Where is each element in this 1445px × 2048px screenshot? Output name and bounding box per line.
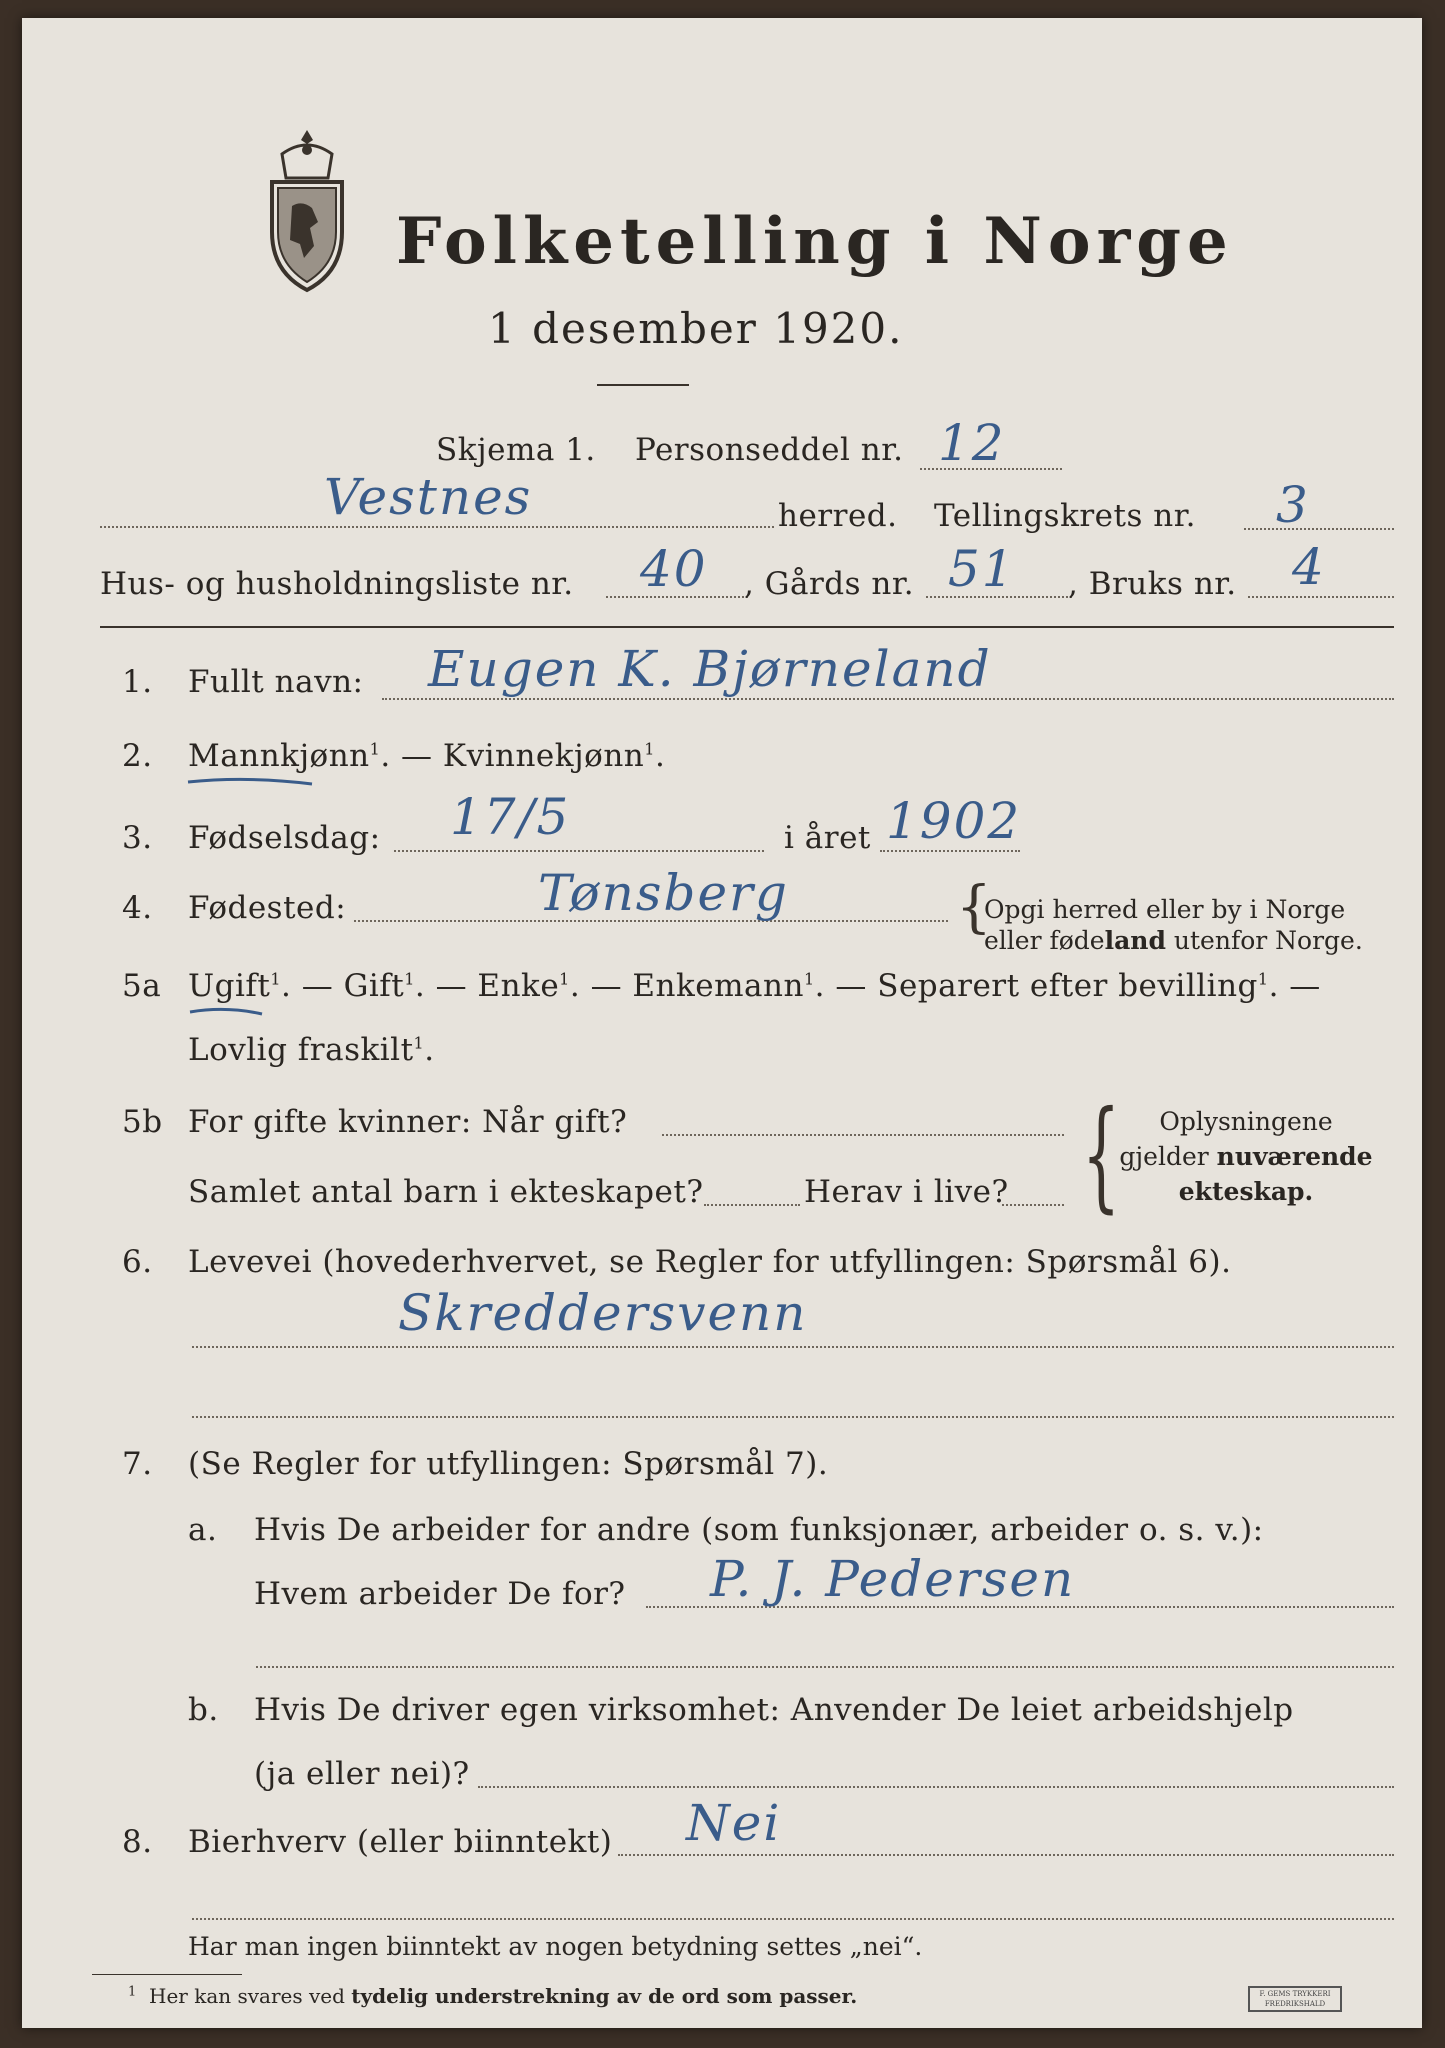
- employer-value[interactable]: P. J. Pedersen: [710, 1550, 1076, 1608]
- alive-label: Herav i live?: [804, 1174, 1009, 1210]
- footnote-marker: 1: [413, 1033, 425, 1053]
- coat-of-arms-icon: [262, 126, 352, 298]
- footnote-number: 1: [128, 1984, 137, 2000]
- q4-note: [984, 894, 1363, 956]
- occupation-line-2: [192, 1416, 1394, 1418]
- q4-note-line1: Opgi herred eller by i Norge: [984, 895, 1346, 924]
- side-income-value[interactable]: Nei: [686, 1794, 782, 1852]
- hired-help-label: (ja eller nei)?: [254, 1756, 470, 1792]
- form-title: Folketelling i Norge: [396, 204, 1234, 279]
- q8-label: Bierhverv (eller biinntekt): [188, 1824, 613, 1860]
- ugift-option[interactable]: Ugift: [188, 968, 271, 1004]
- q3-label: Fødselsdag:: [188, 820, 381, 856]
- year-line: [880, 850, 1020, 852]
- footnote-marker: 1: [404, 969, 415, 989]
- footer-note: Har man ingen biinntekt av nogen betydning settes „nei“.: [188, 1932, 923, 1961]
- gards-value[interactable]: 51: [948, 540, 1016, 598]
- footnote-marker: 1: [369, 739, 381, 759]
- female-option[interactable]: Kvinnekjønn: [442, 738, 645, 774]
- q5a-options-line2: [188, 1032, 435, 1068]
- q4-note-b: land: [1104, 926, 1166, 955]
- employer-line-2: [256, 1666, 1394, 1668]
- q4-note-a: eller føde: [984, 926, 1105, 955]
- footnote-divider: [92, 1974, 242, 1975]
- husliste-value[interactable]: 40: [640, 540, 708, 598]
- footnote: [128, 1984, 857, 2008]
- year-label: i året: [784, 820, 871, 856]
- q5b-note-line2: [1108, 1139, 1384, 1174]
- footnote-marker: 1: [559, 969, 570, 989]
- q7-label: (Se Regler for utfyllingen: Spørsmål 7).: [188, 1446, 829, 1482]
- tellingskrets-line: [1244, 528, 1394, 530]
- herred-label: herred.: [778, 498, 898, 534]
- q7a-number: a.: [188, 1512, 218, 1548]
- tellingskrets-value[interactable]: 3: [1276, 476, 1310, 534]
- children-label: Samlet antal barn i ekteskapet?: [188, 1174, 704, 1210]
- bruks-line: [1248, 596, 1394, 598]
- gards-label: , Gårds nr.: [744, 566, 915, 602]
- q6-label: Levevei (hovederhvervet, se Regler for utfyllingen: Spørsmål 6).: [188, 1244, 1232, 1280]
- q3-number: 3.: [122, 820, 153, 856]
- q7b-label: Hvis De driver egen virksomhet: Anvender De leiet arbeidshjelp: [254, 1692, 1294, 1728]
- q2-end: .: [654, 738, 666, 774]
- q2-number: 2.: [122, 738, 153, 774]
- q4-brace: {: [956, 875, 992, 940]
- footnote-marker: 1: [270, 969, 282, 989]
- footnote-marker: 1: [803, 969, 815, 989]
- birth-year-value[interactable]: 1902: [886, 792, 1022, 850]
- q8-number: 8.: [122, 1824, 153, 1860]
- fraskilt-option[interactable]: Lovlig fraskilt: [188, 1032, 414, 1068]
- enkemann-option[interactable]: . — Enkemann: [569, 968, 804, 1004]
- husliste-label: Hus- og husholdningsliste nr.: [100, 566, 574, 602]
- q7b-number: b.: [188, 1692, 219, 1728]
- alive-line: [1002, 1204, 1064, 1206]
- q5b-note-b: nuværende: [1216, 1142, 1373, 1171]
- q4-note-line2: [984, 925, 1363, 956]
- q2-separator: . —: [380, 738, 443, 774]
- occupation-line-1: [192, 1346, 1394, 1348]
- q2-options: [188, 738, 665, 774]
- census-date: 1 desember 1920.: [488, 304, 904, 353]
- personseddel-value[interactable]: 12: [938, 414, 1006, 472]
- q5b-number: 5b: [122, 1104, 163, 1140]
- ugift-underline-mark: [188, 1004, 268, 1018]
- skjema-label: Skjema 1.: [436, 432, 596, 468]
- census-form: [22, 18, 1422, 2028]
- birthdate-value[interactable]: 17/5: [450, 788, 571, 846]
- tellingskrets-label: Tellingskrets nr.: [934, 498, 1196, 534]
- q5a-number: 5a: [122, 968, 162, 1004]
- personseddel-label: Personseddel nr.: [635, 432, 904, 468]
- q7-number: 7.: [122, 1446, 153, 1482]
- q1-line: [382, 698, 1394, 700]
- q5b-note-line3: ekteskap.: [1178, 1177, 1314, 1206]
- side-income-line: [618, 1854, 1394, 1856]
- q5a-end: .: [424, 1032, 435, 1068]
- q4-number: 4.: [122, 890, 153, 926]
- hired-help-line: [478, 1786, 1394, 1788]
- birthplace-value[interactable]: Tønsberg: [538, 864, 789, 922]
- q5a-options: [188, 968, 1321, 1004]
- q1-label: Fullt navn:: [188, 664, 364, 700]
- q6-number: 6.: [122, 1244, 153, 1280]
- q5b-note-a: gjelder: [1119, 1142, 1217, 1171]
- footnote-emphasis: tydelig understrekning av de ord som passer.: [351, 1984, 858, 2008]
- q7a-label: Hvis De arbeider for andre (som funksjonær, arbeider o. s. v.):: [254, 1512, 1264, 1548]
- q5b-note: [1108, 1104, 1384, 1209]
- footnote-marker: 1: [644, 739, 655, 759]
- bruks-label: , Bruks nr.: [1068, 566, 1237, 602]
- footnote-text: Her kan svares ved: [149, 1984, 352, 2008]
- birthdate-line: [394, 850, 764, 852]
- herred-line: [100, 526, 774, 528]
- title-divider: [597, 384, 689, 386]
- married-when-label: For gifte kvinner: Når gift?: [188, 1104, 628, 1140]
- q1-number: 1.: [122, 664, 153, 700]
- q5a-dash: . —: [1268, 968, 1321, 1004]
- bruks-value[interactable]: 4: [1292, 538, 1326, 596]
- gift-option[interactable]: . — Gift: [281, 968, 405, 1004]
- q5b-brace: {: [1082, 1086, 1121, 1225]
- header-divider: [100, 626, 1394, 628]
- q5b-note-line1: Oplysningene: [1159, 1107, 1333, 1136]
- children-line: [704, 1204, 800, 1206]
- full-name-value[interactable]: Eugen K. Bjørneland: [428, 640, 992, 698]
- employer-label: Hvem arbeider De for?: [254, 1576, 626, 1612]
- q4-label: Fødested:: [188, 890, 347, 926]
- separert-option[interactable]: . — Separert efter bevilling: [814, 968, 1258, 1004]
- herred-value[interactable]: Vestnes: [324, 468, 533, 526]
- side-income-line-2: [192, 1918, 1394, 1920]
- enke-option[interactable]: . — Enke: [414, 968, 560, 1004]
- male-option[interactable]: Mannkjønn: [188, 738, 370, 774]
- occupation-value[interactable]: Skreddersvenn: [398, 1284, 808, 1342]
- printer-stamp: F. GEMS TRYKKERI FREDRIKSHALD: [1248, 1986, 1342, 2012]
- q4-note-c: utenfor Norge.: [1165, 926, 1363, 955]
- married-when-line: [662, 1134, 1064, 1136]
- male-underline-mark: [186, 774, 316, 788]
- footnote-marker: 1: [1257, 969, 1269, 989]
